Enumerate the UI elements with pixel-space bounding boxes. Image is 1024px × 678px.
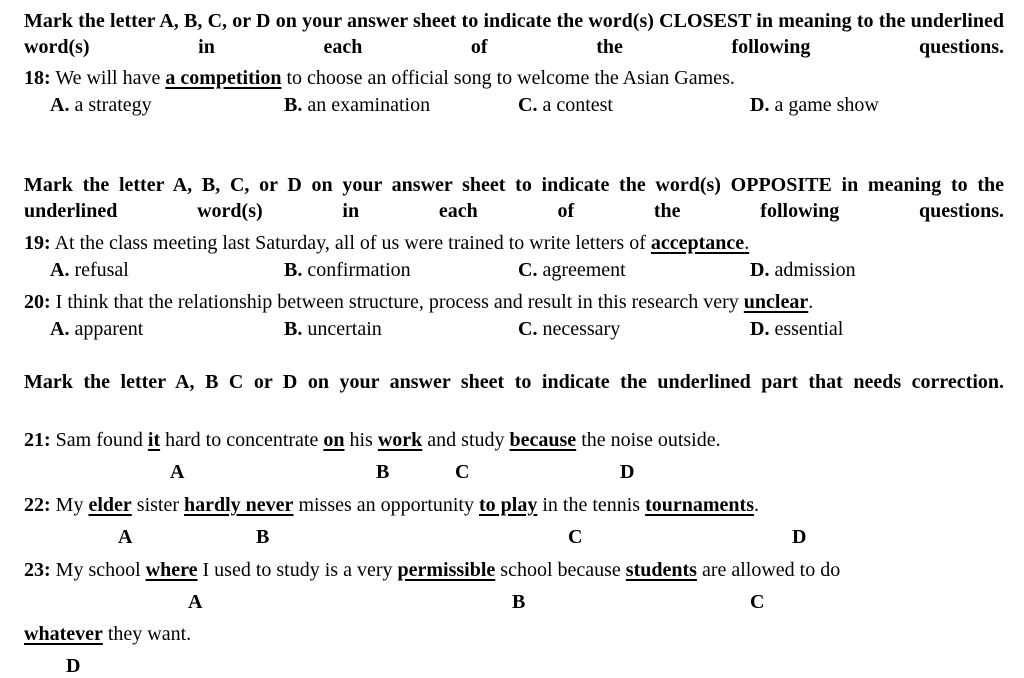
q18-option-a[interactable]: A. a strategy (50, 94, 152, 116)
question-20: 20: I think that the relationship between structure, process and result in this research very unclear. (24, 291, 814, 313)
q18-option-b[interactable]: B. an examination (284, 94, 431, 116)
q18-option-c[interactable]: C. a contest (518, 94, 613, 116)
q19-option-c[interactable]: C. agreement (518, 259, 626, 281)
q21-label-a[interactable]: A (170, 461, 185, 483)
q22-label-a[interactable]: A (118, 526, 133, 548)
q22-label-d[interactable]: D (792, 526, 807, 548)
instruction-opposite: Mark the letter A, B, C, or D on your answer sheet to indicate the word(s) OPPOSITE in meaning to the underlined word(s) in each of the following questions. (24, 174, 1004, 222)
underlined-phrase: a competition (165, 67, 282, 89)
part-a: where (145, 559, 198, 581)
question-23-continued: whatever they want. (24, 623, 192, 645)
q20-option-a[interactable]: A. apparent (50, 318, 144, 340)
q21-label-c[interactable]: C (455, 461, 470, 483)
part-c: work (377, 429, 423, 451)
underlined-word: unclear (743, 291, 809, 313)
question-18: 18: We will have a competition to choose an official song to welcome the Asian Games. (24, 67, 735, 89)
instruction-correction: Mark the letter A, B C or D on your answer sheet to indicate the underlined part that needs correction. (24, 371, 1004, 393)
part-a: it (147, 429, 161, 451)
q23-label-a[interactable]: A (188, 591, 203, 613)
question-19: 19: At the class meeting last Saturday, all of us were trained to write letters of acceptance. (24, 232, 750, 254)
q22-label-b[interactable]: B (256, 526, 270, 548)
part-c: to play (478, 494, 538, 516)
underlined-word: acceptance (650, 232, 745, 254)
part-d: because (509, 429, 577, 451)
q20-option-d[interactable]: D. essential (750, 318, 844, 340)
q21-label-d[interactable]: D (620, 461, 635, 483)
q20-option-b[interactable]: B. uncertain (284, 318, 382, 340)
q23-label-b[interactable]: B (512, 591, 526, 613)
q19-option-b[interactable]: B. confirmation (284, 259, 411, 281)
part-b: permissible (397, 559, 496, 581)
part-c: students (625, 559, 697, 581)
question-23: 23: My school where I used to study is a very permissible school because students are allowed to do (24, 559, 841, 581)
q20-option-c[interactable]: C. necessary (518, 318, 621, 340)
part-b: on (323, 429, 345, 451)
question-22: 22: My elder sister hardly never misses an opportunity to play in the tennis tournaments. (24, 494, 759, 516)
q19-option-a[interactable]: A. refusal (50, 259, 129, 281)
question-21: 21: Sam found it hard to concentrate on his work and study because the noise outside. (24, 429, 721, 451)
part-a: elder (88, 494, 132, 516)
q23-label-d[interactable]: D (66, 655, 81, 677)
q22-label-c[interactable]: C (568, 526, 583, 548)
part-d: whatever (24, 623, 103, 645)
q23-label-c[interactable]: C (750, 591, 765, 613)
part-d: tournaments (645, 494, 754, 516)
part-b: hardly never (184, 494, 294, 516)
instruction-closest: Mark the letter A, B, C, or D on your answer sheet to indicate the word(s) CLOSEST in meaning to the underlined word(s) in each of the following questions. (24, 10, 1004, 58)
q18-option-d[interactable]: D. a game show (750, 94, 879, 116)
q19-option-d[interactable]: D. admission (750, 259, 856, 281)
q21-label-b[interactable]: B (376, 461, 390, 483)
